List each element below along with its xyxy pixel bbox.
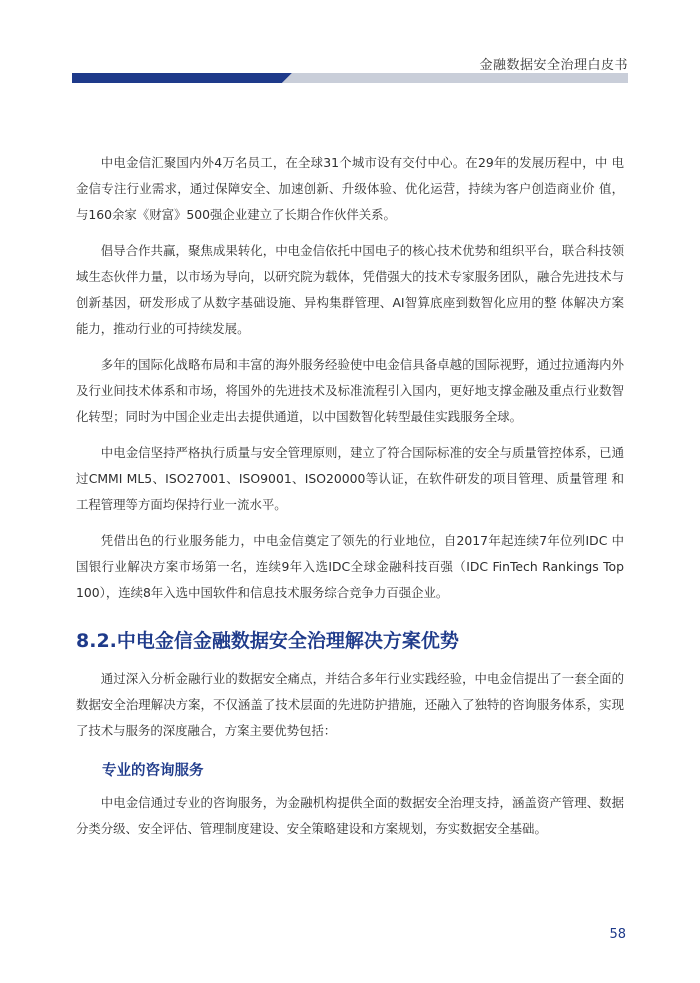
paragraph-5: 凭借出色的行业服务能力，中电金信奠定了领先的行业地位，自2017年起连续7年位列IDC 中国银行业解决方案市场第一名，连续9年入选IDC全球金融科技百强（IDC FinTech Rankings Top 100），连续8年入选中国软件和信息技术服务综合竞争力百强企业。 <box>76 533 624 600</box>
sub-title: 专业的咨询服务 <box>102 763 204 779</box>
header-bar-dark <box>72 73 292 83</box>
paragraph-4: 中电金信坚持严格执行质量与安全管理原则，建立了符合国际标准的安全与质量管控体系，已通过CMMI ML5、ISO27001、ISO9001、ISO20000等认证，在软件研发的项目管理、质量管理 和工程管理等方面均保持行业一流水平。 <box>76 445 624 512</box>
page-content <box>76 150 624 852</box>
sub-text: 中电金信通过专业的咨询服务，为金融机构提供全面的数据安全治理支持，涵盖资产管理、数据分类分级、安全评估、管理制度建设、安全策略建设和方案规划，夯实数据安全基础。 <box>76 795 624 836</box>
section-intro: 通过深入分析金融行业的数据安全痛点，并结合多年行业实践经验，中电金信提出了一套全面的数据安全治理解决方案，不仅涵盖了技术层面的先进防护措施，还融入了独特的咨询服务体系，实现了技术与服务的深度融合，方案主要优势包括： <box>76 671 624 738</box>
paragraph-3: 多年的国际化战略布局和丰富的海外服务经验使中电金信具备卓越的国际视野，通过拉通海内外及行业间技术体系和市场，将国外的先进技术及标准流程引入国内，更好地支撑金融及重点行业数智化转型；同时为中国企业走出去提供通道，以中国数智化转型最佳实践服务全球。 <box>76 357 624 424</box>
header-bar <box>0 73 700 83</box>
paragraph-1: 中电金信汇聚国内外4万名员工，在全球31个城市设有交付中心。在29年的发展历程中，中 电金信专注行业需求，通过保障安全、加速创新、升级体验、优化运营，持续为客户创造商业价 值，与160余家《财富》500强企业建立了长期合作伙伴关系。 <box>76 155 624 222</box>
header-bar-light <box>282 73 628 83</box>
page-number: 58 <box>609 927 626 942</box>
header-title: 金融数据安全治理白皮书 <box>479 58 628 73</box>
section-title: 8.2.中电金信金融数据安全治理解决方案优势 <box>76 630 459 652</box>
paragraph-2: 倡导合作共赢，聚焦成果转化，中电金信依托中国电子的核心技术优势和组织平台，联合科技领域生态伙伴力量，以市场为导向，以研究院为载体，凭借强大的技术专家服务团队，融合先进技术与创新基因，研发形成了从数字基础设施、异构集群管理、AI智算底座到数智化应用的整 体解决方案能力，推动行业的可持续发展。 <box>76 243 624 336</box>
